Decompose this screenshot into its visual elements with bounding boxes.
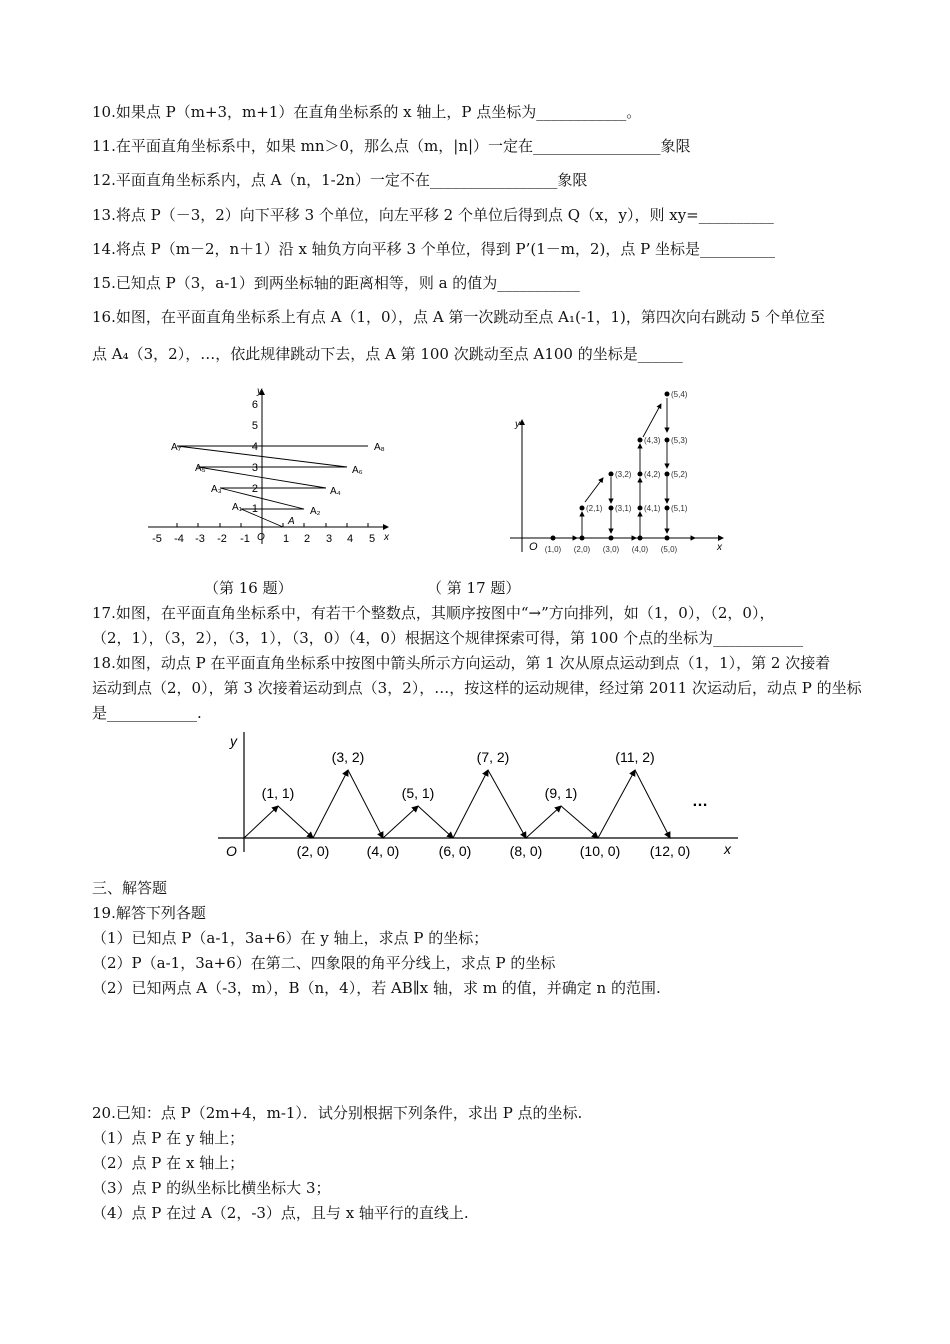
fig16-ytick: 5: [251, 420, 258, 432]
question-18-line1: 18.如图，动点 P 在平面直角坐标系中按图中箭头所示方向运动，第 1 次从原点运动到点（1，1），第 2 次接着: [92, 654, 831, 672]
question-16-line1: 16.如图，在平面直角坐标系上有点 A（1，0），点 A 第一次跳动至点 A₁(-1，1)，第四次向右跳动 5 个单位至: [92, 308, 825, 326]
fig16-ytick: 2: [251, 483, 258, 495]
figure-18: [218, 730, 743, 865]
fig18-y-label: y: [230, 733, 237, 749]
fig17-x-label-item: (4,0): [631, 545, 649, 554]
fig16-point-label: A₇: [171, 442, 182, 453]
fig16-point-label: A₁: [232, 502, 243, 513]
fig16-y-label: y: [257, 386, 262, 397]
fig17-point-label: (4,2): [644, 470, 661, 479]
fig18-origin: O: [226, 843, 237, 859]
fig16-point-label: A₈: [374, 442, 385, 453]
question-15: 15.已知点 P（3，a-1）到两坐标轴的距离相等，则 a 的值为___________: [92, 274, 580, 292]
fig18-bottom-label: (10, 0): [579, 843, 621, 859]
fig16-xtick: 3: [325, 533, 333, 545]
fig16-xtick: 1: [282, 533, 290, 545]
fig17-point-label: (2,1): [586, 504, 603, 513]
fig16-point-label: A₅: [195, 463, 206, 474]
fig16-xtick: -3: [195, 533, 205, 545]
fig16-xtick: -4: [174, 533, 184, 545]
fig18-bottom-label: (8, 0): [509, 843, 543, 859]
fig16-xtick: 2: [303, 533, 311, 545]
question-16-line2: 点 A₄（3，2），…，依此规律跳动下去，点 A 第 100 次跳动至点 A100 的坐标是______: [92, 345, 683, 363]
question-19-3: （2）已知两点 A（-3，m），B（n，4），若 AB∥x 轴，求 m 的值，并确定 n 的范围.: [92, 979, 661, 997]
fig16-xtick: -1: [240, 533, 250, 545]
question-20-4: （4）点 P 在过 A（2，-3）点，且与 x 轴平行的直线上.: [92, 1204, 469, 1222]
fig18-bottom-label: (2, 0): [296, 843, 330, 859]
question-14: 14.将点 P（m－2，n＋1）沿 x 轴负方向平移 3 个单位，得到 P’(1－m，2)，点 P 坐标是__________: [92, 240, 776, 258]
fig17-y-label: y: [515, 419, 520, 430]
fig17-point-label: (3,2): [615, 470, 632, 479]
fig18-top-label: (11, 2): [615, 749, 655, 765]
fig16-ytick: 6: [251, 399, 258, 411]
fig17-x-label-item: (1,0): [544, 545, 562, 554]
fig17-point-label: (5,2): [671, 470, 688, 479]
fig17-point-label: (5,3): [671, 436, 688, 445]
fig18-top-label: (3, 2): [331, 749, 365, 765]
question-10: 10.如果点 P（m+3，m+1）在直角坐标系的 x 轴上，P 点坐标为____________。: [92, 103, 642, 121]
fig16-origin: O: [257, 532, 265, 543]
question-20-3: （3）点 P 的纵坐标比横坐标大 3；: [92, 1179, 331, 1197]
fig16-ytick: 4: [251, 441, 258, 453]
fig18-top-label: (5, 1): [401, 785, 435, 801]
figure-17: [505, 382, 730, 562]
fig18-bottom-label: (6, 0): [438, 843, 472, 859]
question-19: 19.解答下列各题: [92, 904, 206, 922]
fig16-xtick: -5: [152, 533, 162, 545]
fig18-bottom-label: (12, 0): [649, 843, 691, 859]
fig16-point-label: A₄: [330, 486, 341, 497]
fig17-point-label: (4,1): [644, 504, 661, 513]
question-19-2: （2）P（a-1，3a+6）在第二、四象限的角平分线上，求点 P 的坐标: [92, 954, 556, 972]
fig16-xtick: 5: [368, 533, 376, 545]
fig17-x-label-item: (5,0): [660, 545, 678, 554]
fig16-point-label: A₆: [352, 465, 363, 476]
fig17-x-label-item: (2,0): [573, 545, 591, 554]
fig18-top-label: (7, 2): [476, 749, 510, 765]
fig18-ellipsis: …: [692, 793, 708, 810]
question-19-1: （1）已知点 P（a-1，3a+6）在 y 轴上，求点 P 的坐标；: [92, 929, 489, 947]
question-11: 11.在平面直角坐标系中，如果 mn＞0，那么点（m，|n|）一定在_________________象限: [92, 137, 691, 155]
question-17-line1: 17.如图，在平面直角坐标系中，有若干个整数点，其顺序按图中“→”方向排列，如（1，0），（2，0），: [92, 604, 775, 622]
fig16-point-a: A: [288, 516, 295, 527]
fig17-point-label: (3,1): [615, 504, 632, 513]
fig18-bottom-label: (4, 0): [366, 843, 400, 859]
fig17-point-label: (5,1): [671, 504, 688, 513]
fig16-ytick: 3: [251, 462, 258, 474]
question-12: 12.平面直角坐标系内，点 A（n，1-2n）一定不在_________________象限: [92, 171, 588, 189]
fig18-x-label: x: [724, 841, 731, 857]
question-18-line2: 运动到点（2，0），第 3 次接着运动到点（3，2），…，按这样的运动规律，经过第 2011 次运动后，动点 P 的坐标: [92, 679, 862, 697]
question-17-line2: （2，1），（3，2），（3，1），（3，0）（4，0）根据这个规律探索可得，第 100 个点的坐标为____________: [92, 629, 804, 647]
fig17-origin: O: [529, 541, 538, 553]
fig16-ytick: 1: [251, 503, 258, 515]
fig17-point-label: (5,4): [671, 390, 688, 399]
fig18-top-label: (9, 1): [544, 785, 578, 801]
question-20-2: （2）点 P 在 x 轴上；: [92, 1154, 245, 1172]
section-3-title: 三、解答题: [92, 879, 168, 897]
figure-16: [140, 382, 400, 552]
fig16-x-label: x: [384, 532, 389, 543]
fig17-point-label: (4,3): [644, 436, 661, 445]
fig18-top-label: (1, 1): [261, 785, 295, 801]
fig16-point-label: A₃: [211, 484, 222, 495]
fig16-xtick: 4: [346, 533, 354, 545]
question-20: 20.已知：点 P（2m+4，m-1）．试分别根据下列条件，求出 P 点的坐标.: [92, 1104, 583, 1122]
question-13: 13.将点 P（－3，2）向下平移 3 个单位，向左平移 2 个单位后得到点 Q（x，y），则 xy=__________: [92, 206, 774, 224]
fig17-x-label: x: [717, 542, 722, 553]
fig16-caption: （第 16 题）: [204, 579, 293, 597]
fig16-point-label: A₂: [310, 506, 321, 517]
fig17-x-label-item: (3,0): [602, 545, 620, 554]
fig16-xtick: -2: [217, 533, 227, 545]
fig17-caption: （ 第 17 题）: [427, 579, 521, 597]
question-18-line3: 是____________.: [92, 704, 202, 722]
question-20-1: （1）点 P 在 y 轴上；: [92, 1129, 245, 1147]
